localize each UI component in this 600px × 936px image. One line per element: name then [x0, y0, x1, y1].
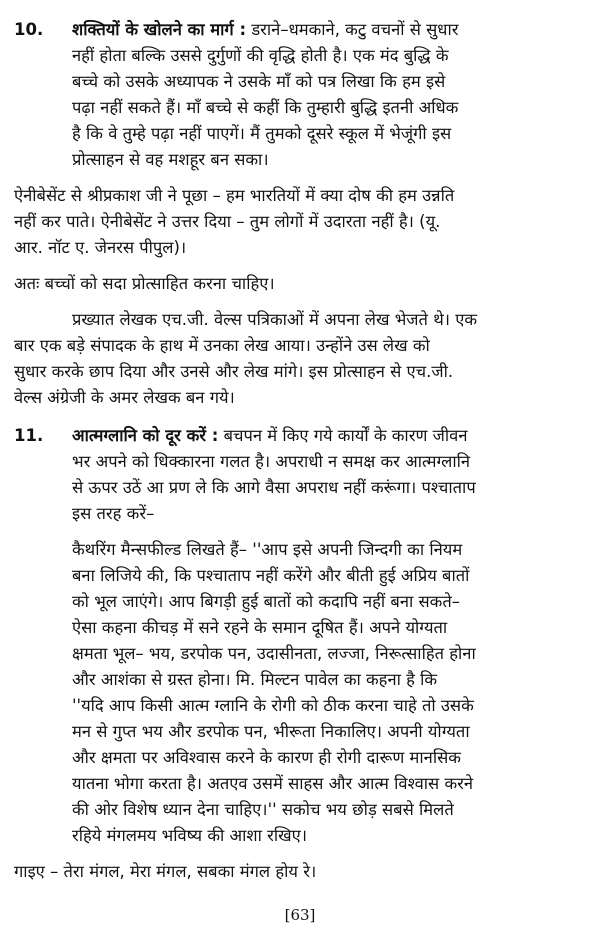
section-11-line-1: बचपन में किए गये कार्यों के कारण जीवन — [218, 426, 468, 445]
mansfield-line-11: की ओर विशेष ध्यान देना चाहिए।'' सकोच भय छोड़ सबसे मिलते — [72, 800, 454, 819]
page-number: [63] — [284, 906, 316, 924]
section-11-line-4: इस तरह करें– — [72, 504, 155, 523]
section-10-line-4: पढ़ा नहीं सकते हैं। माँ बच्चे से कहीं कि तुम्हारी बुद्धि इतनी अधिक — [72, 98, 459, 117]
mansfield-line-10: यातना भोगा करता है। अतएव उसमें साहस और आत्म विश्वास करने — [72, 774, 474, 793]
wells-line-4: वेल्स अंग्रेजी के अमर लेखक बन गये। — [14, 388, 235, 407]
encouragement-line: अतः बच्चों को सदा प्रोत्साहित करना चाहिए। — [14, 274, 275, 293]
mansfield-line-5: क्षमता भूल– भय, डरपोक पन, उदासीनता, लज्जा, निरूत्साहित होना — [72, 644, 476, 663]
wells-line-3: सुधार करके छाप दिया और उनसे और लेख मांगे। इस प्रोत्साहन से एच.जी. — [14, 362, 454, 381]
mansfield-line-8: मन से गुप्त भय और डरपोक पन, भीरूता निकालिए। अपनी योग्यता — [72, 722, 470, 741]
mansfield-line-2: बना लिजिये की, कि पश्चाताप नहीं करेंगे और बीती हुई अप्रिय बातों — [72, 566, 470, 585]
section-11-first-line — [72, 424, 467, 448]
mansfield-line-1: कैथरिंग मैन्सफील्ड लिखते हैं– ''आप इसे अपनी जिन्दगी का नियम — [72, 540, 463, 559]
section-11-line-2: भर अपने को धिक्कारना गलत है। अपराधी न समक्ष कर आत्मग्लानि — [72, 452, 471, 471]
wells-line-1: प्रख्यात लेखक एच.जी. वेल्स पत्रिकाओं में अपना लेख भेजते थे। एक — [72, 310, 478, 329]
song-line: गाइए – तेरा मंगल, मेरा मंगल, सबका मंगल होय रे। — [14, 862, 317, 881]
section-number-10: 10. — [14, 20, 44, 39]
section-10-line-5: है कि वे तुम्हे पढ़ा नहीं पाएगें। मैं तुमको दूसरे स्कूल में भेजूंगी इस — [72, 124, 452, 143]
section-10-line-2: नहीं होता बल्कि उससे दुर्गुणों की वृद्धि होती है। एक मंद बुद्धि के — [72, 46, 449, 65]
mansfield-line-9: और क्षमता पर अविश्वास करने के कारण ही रोगी दारूण मानसिक — [72, 748, 461, 767]
annie-line-3: आर. नॉट ए. जेनरस पीपुल)। — [14, 238, 187, 257]
mansfield-line-4: ऐसा कहना कीचड़ में सने रहने के समान दूषित हैं। अपने योग्यता — [72, 618, 448, 637]
section-10-line-1: डराने–धमकाने, कटु वचनों से सुधार — [246, 20, 459, 39]
annie-line-2: नहीं कर पाते। ऐनीबेसेंट ने उत्तर दिया – तुम लोगों में उदारता नहीं है। (यू. — [14, 212, 441, 231]
wells-line-2: बार एक बड़े संपादक के हाथ में उनका लेख आया। उन्होंने उस लेख को — [14, 336, 430, 355]
mansfield-line-7: ''यदि आप किसी आत्म ग्लानि के रोगी को ठीक करना चाहे तो उसके — [72, 696, 474, 715]
section-11-line-3: से ऊपर उठें आ प्रण ले कि आगे वैसा अपराध नहीं करूंगा। पश्चाताप — [72, 478, 476, 497]
section-10-first-line — [72, 18, 458, 42]
section-10-line-3: बच्चे को उसके अध्यापक ने उसके माँ को पत्र लिखा कि हम इसे — [72, 72, 446, 91]
section-heading-11: आत्मग्लानि को दूर करें : — [72, 426, 219, 445]
mansfield-line-3: को भूल जाएंगे। आप बिगड़ी हुई बातों को कदापि नहीं बना सकते– — [72, 592, 460, 611]
mansfield-line-6: और आशंका से ग्रस्त होना। मि. मिल्टन पावेल का कहना है कि — [72, 670, 438, 689]
mansfield-line-12: रहिये मंगलमय भविष्य की आशा रखिए। — [72, 826, 308, 845]
section-number-11: 11. — [14, 426, 44, 445]
section-heading-10: शक्तियों के खोलने का मार्ग : — [72, 20, 247, 39]
annie-line-1: ऐनीबेसेंट से श्रीप्रकाश जी ने पूछा – हम भारतियों में क्या दोष की हम उन्नति — [14, 186, 455, 205]
section-10-line-6: प्रोत्साहन से वह मशहूर बन सका। — [72, 150, 269, 169]
